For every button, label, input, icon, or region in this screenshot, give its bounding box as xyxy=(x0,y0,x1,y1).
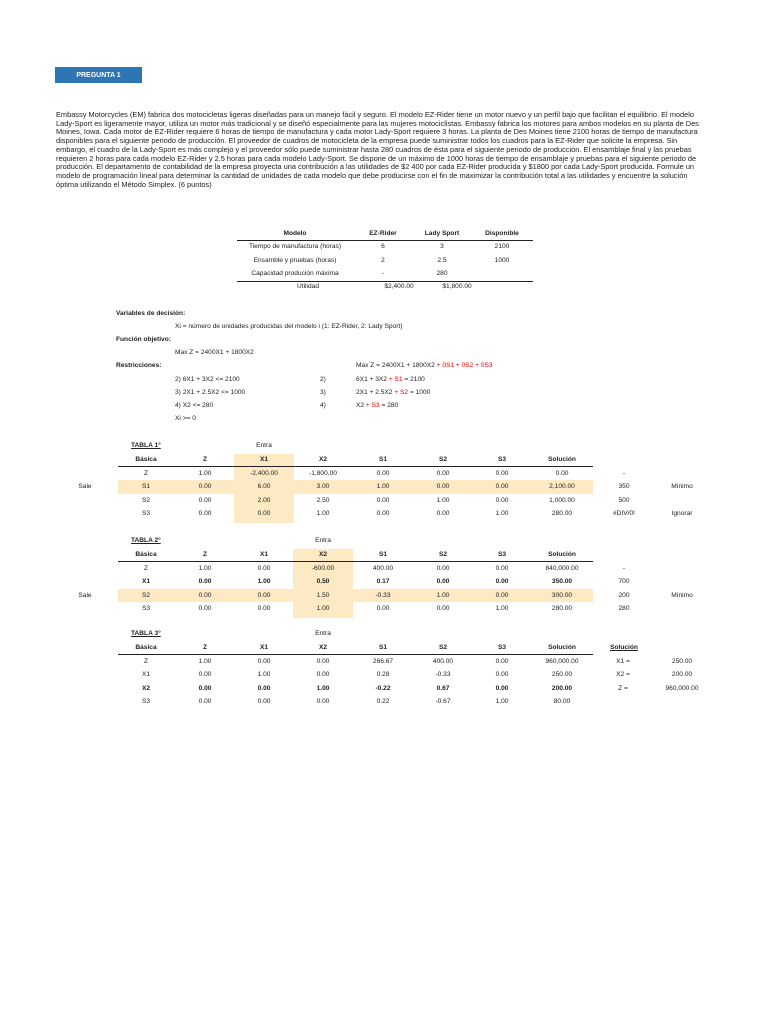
tabla1-cell: 0.00 xyxy=(198,496,212,504)
tabla1-header: X1 xyxy=(259,456,269,463)
tabla3-header: Z xyxy=(202,644,208,651)
constraint: Xi >= 0 xyxy=(175,415,196,422)
objective-function: Max Z = 2400X1 + 1800X2 xyxy=(175,349,254,356)
question-badge: PREGUNTA 1 xyxy=(55,67,142,83)
constraint: 2) 6X1 + 3X2 <= 2100 xyxy=(175,376,240,383)
tabla2-cell: Z xyxy=(143,565,149,572)
tabla2-cell: 0.00 xyxy=(257,591,271,599)
solution-title: Solución xyxy=(610,644,638,651)
data-cell: 2100 xyxy=(494,243,510,250)
data-cell: 2.5 xyxy=(437,257,447,264)
tabla3-cell: 1.00 xyxy=(198,658,212,665)
vars-definition: Xi = número de unidades producidas del modelo i (1: EZ-Rider, 2: Lady Sport) xyxy=(175,323,403,330)
tabla1-ratio: #DIV/0! xyxy=(613,509,635,517)
data-utilidad-lady: $1,800.00 xyxy=(442,283,472,290)
tabla3-cell: 960,000.00 xyxy=(545,658,579,665)
tabla2-header: S3 xyxy=(497,551,507,558)
tabla2-cell: S2 xyxy=(141,591,151,599)
tabla2-ratio: - xyxy=(622,565,626,572)
tabla1-sale-label: Sale xyxy=(78,483,92,491)
tabla1-cell: -1,800.00 xyxy=(309,470,337,477)
data-cell: - xyxy=(381,270,385,277)
tabla2-cell: 1.50 xyxy=(316,591,330,599)
tabla3-cell: 0.67 xyxy=(436,684,450,692)
tabla3-header: X1 xyxy=(259,644,269,651)
tabla2-cell: 840,000.00 xyxy=(545,565,579,572)
solution-value: 200.00 xyxy=(671,671,693,679)
tabla3-cell: 0.00 xyxy=(257,658,271,665)
tabla1-cell: 280.00 xyxy=(551,509,573,517)
data-utilidad-label: Utilidad xyxy=(297,283,319,290)
tabla1-header: S1 xyxy=(378,456,388,463)
tabla2-sale-label: Sale xyxy=(78,591,92,599)
tabla3-cell: -0.33 xyxy=(435,671,451,679)
std-constraint-2 xyxy=(356,388,430,397)
tabla1-cell: 1.00 xyxy=(495,509,509,517)
constraint: 3) 2X1 + 2.5X2 <= 1000 xyxy=(175,389,246,396)
tabla3-cell: 0.00 xyxy=(495,671,509,679)
tabla1-cell: 2.00 xyxy=(257,496,271,504)
tabla1-header: S2 xyxy=(438,456,448,463)
tabla2-cell: 1.00 xyxy=(257,578,271,586)
tabla2-ratio: 280 xyxy=(618,604,630,612)
tabla1-header-rule xyxy=(118,466,593,467)
vars-title: Variables de decisión: xyxy=(116,310,186,317)
tabla3-cell: 0.28 xyxy=(376,671,390,679)
tabla1-header: Solución xyxy=(548,456,576,463)
tabla2-header: X1 xyxy=(259,551,269,558)
tabla1-cell: 0.00 xyxy=(436,509,450,517)
tabla1-cell: 0.00 xyxy=(495,470,509,477)
data-header-ladysport: Lady Sport xyxy=(424,230,460,237)
tabla2-cell: 0.00 xyxy=(495,578,509,586)
tabla2-cell: 0.00 xyxy=(198,578,212,586)
tabla2-header: X2 xyxy=(318,551,328,558)
tabla2-cell: 1.00 xyxy=(316,604,330,612)
std-slack: + S3 xyxy=(365,402,380,409)
std-lhs: 2X1 + 2.5X2 xyxy=(356,389,393,396)
tabla1-cell: 1.00 xyxy=(376,483,390,491)
tabla1-cell: 0.00 xyxy=(198,483,212,491)
tabla1-cell: 0.00 xyxy=(495,483,509,491)
data-header-modelo: Modelo xyxy=(283,230,307,237)
constraint: 4) X2 <= 280 xyxy=(175,402,214,409)
tabla2-cell: 0.00 xyxy=(495,591,509,599)
tabla2-cell: 0.00 xyxy=(257,604,271,612)
data-header-disponible: Disponible xyxy=(485,230,519,237)
tabla3-cell: 200.00 xyxy=(551,684,573,692)
tabla1-header: Básica xyxy=(135,456,157,463)
data-header-ezrider: EZ-Rider xyxy=(369,230,397,237)
tabla2-cell: 0.00 xyxy=(376,604,390,612)
tabla1-cell: 0.00 xyxy=(376,496,390,504)
std-constraint-1 xyxy=(356,375,425,384)
tabla1-cell: 6.00 xyxy=(257,483,271,491)
std-lhs: X2 xyxy=(356,402,365,409)
tabla2-cell: -0.33 xyxy=(375,591,391,599)
tabla3-header: S3 xyxy=(497,644,507,651)
tabla3-cell: 0.00 xyxy=(257,684,271,692)
tabla1-cell: 1.00 xyxy=(436,496,450,504)
tabla3-header: X2 xyxy=(318,644,328,651)
tabla3-entra-label: Entra xyxy=(315,630,331,637)
tabla1-cell: 1.00 xyxy=(198,470,212,477)
tabla3-cell: 0.00 xyxy=(495,684,509,692)
tabla2-ratio: 700 xyxy=(618,578,630,586)
objective-title: Función objetivo: xyxy=(116,336,171,343)
std-objective xyxy=(356,361,493,370)
tabla1-title: TABLA 1° xyxy=(131,442,161,449)
tabla2-header: Básica xyxy=(135,551,157,558)
data-header-rule xyxy=(237,240,533,241)
tabla1-cell: 0.00 xyxy=(376,470,390,477)
tabla2-header: S2 xyxy=(438,551,448,558)
tabla1-ratio: 350 xyxy=(618,483,630,491)
std-rhs: = 2100 xyxy=(404,376,425,383)
data-cell: 6 xyxy=(381,243,385,250)
tabla1-cell: S1 xyxy=(141,483,151,491)
tabla2-ratio-note: Mínimo xyxy=(671,591,693,599)
std-number: 2) xyxy=(320,376,326,383)
tabla2-cell: 0.50 xyxy=(316,578,330,586)
tabla1-cell: 3.00 xyxy=(316,483,330,491)
tabla3-cell: X2 xyxy=(141,684,151,692)
tabla3-cell: 80.00 xyxy=(553,697,571,705)
tabla1-header: X2 xyxy=(318,456,328,463)
tabla1-cell: 0.00 xyxy=(198,509,212,517)
std-constraint-3 xyxy=(356,401,398,410)
tabla2-cell: 1.00 xyxy=(495,604,509,612)
tabla1-header: S3 xyxy=(497,456,507,463)
tabla1-cell: 1,000.00 xyxy=(549,496,575,504)
data-cell: 3 xyxy=(440,243,444,250)
std-lhs: 6X1 + 3X2 xyxy=(356,376,387,383)
tabla1-cell: Z xyxy=(143,470,149,477)
solution-value: 250.00 xyxy=(671,658,693,665)
std-number: 4) xyxy=(320,402,326,409)
std-objective-base: Max Z = 2400X1 + 1800X2 xyxy=(356,362,435,369)
tabla1-cell: 0.00 xyxy=(495,496,509,504)
tabla2-cell: 400.00 xyxy=(372,565,394,572)
tabla2-cell: 300.00 xyxy=(551,591,573,599)
tabla3-cell: -0.22 xyxy=(375,684,391,692)
tabla1-cell: 0.00 xyxy=(436,483,450,491)
std-slack: + S1 xyxy=(388,376,403,383)
tabla2-cell: 0.00 xyxy=(257,565,271,572)
tabla1-cell: 0.00 xyxy=(436,470,450,477)
data-cell: 2 xyxy=(381,257,385,264)
tabla1-cell: 2,100.00 xyxy=(549,483,575,491)
tabla1-cell: S3 xyxy=(141,509,151,517)
tabla2-cell: 0.00 xyxy=(436,604,450,612)
tabla1-cell: 1.00 xyxy=(316,509,330,517)
tabla3-cell: 1.00 xyxy=(257,671,271,679)
data-row-label: Ensamble y pruebas (horas) xyxy=(253,257,337,264)
tabla2-header: Solución xyxy=(548,551,576,558)
tabla1-ratio-note: Mínimo xyxy=(671,483,693,491)
tabla2-cell: S3 xyxy=(141,604,151,612)
std-rhs: = 1000 xyxy=(409,389,431,396)
tabla2-title: TABLA 2° xyxy=(131,537,161,544)
tabla1-cell: 2.50 xyxy=(316,496,330,504)
tabla1-cell: -2,400.00 xyxy=(250,470,278,477)
tabla1-cell: S2 xyxy=(141,496,151,504)
tabla1-header: Z xyxy=(202,456,208,463)
data-row-label: Tiempo de manufactura (horas) xyxy=(248,243,342,250)
tabla3-cell: 0.22 xyxy=(376,697,390,705)
std-number: 3) xyxy=(320,389,326,396)
tabla1-entra-label: Entra xyxy=(256,442,272,449)
tabla3-cell: 0.00 xyxy=(198,697,212,705)
tabla3-cell: 0.00 xyxy=(257,697,271,705)
tabla2-cell: -600.00 xyxy=(311,565,335,572)
tabla3-cell: 400.00 xyxy=(432,658,454,665)
tabla3-cell: 0.00 xyxy=(316,697,330,705)
data-utilidad-ez: $2,400.00 xyxy=(384,283,414,290)
tabla2-cell: 0.00 xyxy=(495,565,509,572)
tabla2-cell: 0.00 xyxy=(436,578,450,586)
problem-statement: Embassy Motorcycles (EM) fabrica dos motocicletas ligeras diseñadas para un manejo fácil y seguro. El modelo EZ-Rider tiene un motor nuevo y un perfil bajo que facilitan el equilibrio. El modelo Lady-Sport es ligeramente mayor, utiliza un motor más tradicional y se diseñó especialmente para las mujeres motociclistas. Embassy fabrica los motores para ambos modelos en su planta de Des Moines, Iowa. Cada motor de EZ-Rider requiere 6 horas de tiempo de manufactura y cada motor Lady-Sport requiere 3 horas. La planta de Des Moines tiene 2100 horas de tiempo de manufactura disponibles para el siguiente periodo de producción. El proveedor de cuadros de motocicleta de la empresa puede suministrar todos los cuadros para la EZ-Rider que solicite la empresa. Sin embargo, el cuadro de la Lady-Sport es más complejo y el proveedor sólo puede suministrar hasta 280 cuadros de ésta para el siguiente periodo de producción. El ensamblaje final y las pruebas requieren 2 horas para cada modelo EZ-Rider y 2.5 horas para cada modelo Lady-Sport. Se dispone de un máximo de 1000 horas de tiempo de ensamblaje y pruebas para el siguiente periodo de producción. El departamento de contabilidad de la empresa proyecta una contribución a las utilidades de $2 400 por cada EZ-Rider producida y $1800 por cada Lady-Sport producida. Formule un modelo de programación lineal para determinar la cantidad de unidades de cada modelo que debe producirse con el fin de maximizar la contribución total a las utilidades y encuentre la solución óptima utilizando el Método Simplex. (6 puntos) xyxy=(56,110,699,189)
tabla3-cell: Z xyxy=(143,658,149,665)
tabla3-header: S1 xyxy=(378,644,388,651)
tabla3-header-rule xyxy=(118,654,593,655)
tabla3-header: Solución xyxy=(548,644,576,651)
tabla2-header: Z xyxy=(202,551,208,558)
solution-var: Z = xyxy=(618,684,628,692)
solution-value: 960,000.00 xyxy=(665,684,699,692)
tabla2-cell: X1 xyxy=(141,578,151,586)
tabla2-cell: 1.00 xyxy=(436,591,450,599)
tabla1-cell: 0.00 xyxy=(376,509,390,517)
tabla2-cell: 1.00 xyxy=(198,565,212,572)
tabla3-cell: 0.00 xyxy=(198,684,212,692)
tabla3-cell: 0.00 xyxy=(495,658,509,665)
std-rhs: = 280 xyxy=(381,402,399,409)
tabla2-cell: 0.00 xyxy=(198,591,212,599)
tabla2-header-rule xyxy=(118,561,593,562)
tabla2-entra-label: Entra xyxy=(315,537,331,544)
tabla2-header: S1 xyxy=(378,551,388,558)
tabla2-cell: 0.00 xyxy=(436,565,450,572)
tabla1-ratio-note: Ignorar xyxy=(671,509,693,517)
tabla3-header: Básica xyxy=(135,644,157,651)
tabla3-cell: 1.00 xyxy=(495,697,509,705)
tabla3-cell: S3 xyxy=(141,697,151,705)
tabla1-ratio: 500 xyxy=(618,496,630,504)
tabla3-cell: 250.00 xyxy=(551,671,573,679)
tabla2-ratio: 200 xyxy=(618,591,630,599)
tabla3-cell: 0.00 xyxy=(316,671,330,679)
tabla2-cell: 0.17 xyxy=(376,578,390,586)
tabla1-cell: 0.00 xyxy=(257,509,271,517)
tabla3-cell: 0.00 xyxy=(198,671,212,679)
tabla2-cell: 280.00 xyxy=(551,604,573,612)
tabla3-cell: 0.00 xyxy=(316,658,330,665)
data-cell: 1000 xyxy=(494,257,510,264)
tabla2-cell: 0.00 xyxy=(198,604,212,612)
solution-var: X1 = xyxy=(616,658,630,665)
tabla3-title: TABLA 3° xyxy=(131,630,161,637)
tabla1-cell: 0.00 xyxy=(555,470,569,477)
data-row-label: Capacidad produción máxima xyxy=(251,270,339,277)
tabla1-ratio: - xyxy=(622,470,626,477)
data-cell: 280 xyxy=(436,270,448,277)
tabla3-cell: X1 xyxy=(141,671,151,679)
tabla3-cell: 1.00 xyxy=(316,684,330,692)
std-objective-slacks: + 0S1 + 0S2 + 0S3 xyxy=(436,362,493,369)
tabla3-cell: 266.67 xyxy=(372,658,394,665)
tabla3-header: S2 xyxy=(438,644,448,651)
std-slack: + S2 xyxy=(394,389,409,396)
tabla2-cell: 350.00 xyxy=(551,578,573,586)
tabla3-cell: -0.67 xyxy=(435,697,451,705)
solution-var: X2 = xyxy=(616,671,630,679)
constraints-title: Restricciones: xyxy=(116,362,162,369)
